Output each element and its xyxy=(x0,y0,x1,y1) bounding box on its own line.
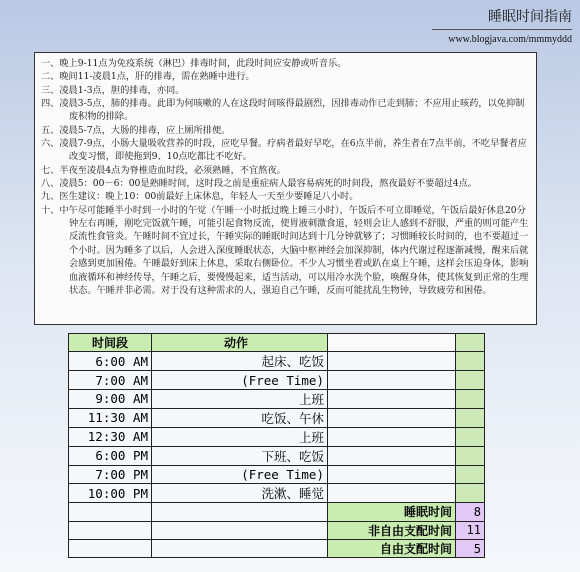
empty-cell[interactable] xyxy=(152,521,328,539)
table-row xyxy=(69,352,485,371)
time-cell[interactable]: 6:00 AM xyxy=(69,352,152,371)
summary-value[interactable]: 5 xyxy=(456,539,485,557)
empty-cell[interactable] xyxy=(328,389,456,408)
empty-cell[interactable] xyxy=(152,539,328,557)
note-item: 五、凌晨5-7点，大肠的排毒，应上厕所排便。 xyxy=(41,124,231,136)
page-title: 睡眠时间指南 xyxy=(432,6,572,30)
action-cell[interactable]: 起床、吃饭 xyxy=(152,352,328,371)
value-cell[interactable] xyxy=(456,389,485,408)
empty-cell[interactable] xyxy=(69,521,152,539)
summary-row xyxy=(69,539,485,557)
empty-cell[interactable] xyxy=(328,427,456,446)
time-cell[interactable]: 9:00 AM xyxy=(69,389,152,408)
value-cell[interactable] xyxy=(456,408,485,427)
time-cell[interactable]: 11:30 AM xyxy=(69,408,152,427)
value-cell[interactable] xyxy=(456,352,485,371)
time-cell[interactable]: 10:00 PM xyxy=(69,484,152,503)
note-item: 十、中午尽可能睡半小时到一小时的午觉（午睡一小时抵过晚上睡三小时），午饭后不可立即睡觉，午饭后最好休息20分钟左右再睡，刚吃完饭就午睡，可能引起食物反流，使胃液刺激食道，轻则会让人感到不舒服，严重的则可能产生反流性食管炎。午睡时间不宜过长，午睡实际的睡眠时间达到十几分钟就够了；习惯睡较长时间的，也不要超过一个小时。因为睡多了以后，人会进入深度睡眠状态，大脑中枢神经会加深抑制，体内代谢过程逐渐减慢，醒来后就会感到更加困倦。午睡最好到床上休息，采取右侧卧位。不少人习惯坐着或趴在桌上午睡，这样会压迫身体，影响血液循环和神经传导，午睡之后，要慢慢起来，适当活动，可以用冷水洗个脸，唤醒身体，使其恢复到正常的生理状态。午睡并非必需。对于没有这种需求的人，强迫自己午睡，反而可能扰乱生物钟，导致疲劳和困倦。 xyxy=(41,204,529,296)
table-row xyxy=(69,427,485,446)
value-cell[interactable] xyxy=(456,484,485,503)
empty-cell[interactable] xyxy=(328,446,456,465)
action-cell[interactable]: 洗漱、睡觉 xyxy=(152,484,328,503)
summary-label[interactable]: 非自由支配时间 xyxy=(328,521,456,539)
time-cell[interactable]: 12:30 AM xyxy=(69,427,152,446)
empty-cell[interactable] xyxy=(328,352,456,371)
value-cell[interactable] xyxy=(456,371,485,389)
action-cell[interactable]: (Free Time) xyxy=(152,465,328,483)
empty-cell[interactable] xyxy=(328,408,456,427)
time-cell[interactable]: 6:00 PM xyxy=(69,446,152,465)
note-item: 六、凌晨7-9点，小肠大量吸收营养的时段，应吃早餐。疗病者最好早吃，在6点半前，养生者在7点半前，不吃早餐者应改变习惯，即使拖到9、10点吃都比不吃好。 xyxy=(41,138,527,163)
summary-label[interactable]: 睡眠时间 xyxy=(328,503,456,521)
header-time[interactable]: 时间段 xyxy=(69,334,152,352)
header-empty-cell[interactable] xyxy=(328,334,456,352)
note-item: 九、医生建议：晚上10：00前最好上床休息，年轻人一天至少要睡足八小时。 xyxy=(41,191,359,203)
table-row xyxy=(69,446,485,465)
action-cell[interactable]: 吃饭、午休 xyxy=(152,408,328,427)
header-action[interactable]: 动作 xyxy=(152,334,328,352)
note-item: 八、凌晨5：00－6：00是熟睡时间，这时段之前是重症病人最容易病死的时间段，熬夜最好不要超过4点。 xyxy=(41,178,477,190)
table-header-row xyxy=(69,334,485,352)
sleep-notes-box xyxy=(34,52,537,325)
time-cell[interactable]: 7:00 AM xyxy=(69,371,152,389)
summary-row xyxy=(69,503,485,521)
title-block xyxy=(432,6,572,45)
blog-url: www.blogjava.com/mmmyddd xyxy=(448,34,572,45)
note-item: 一、晚上9-11点为免疫系统（淋巴）排毒时间，此段时间应安静或听音乐。 xyxy=(41,58,347,69)
table-row xyxy=(69,465,485,483)
summary-value[interactable]: 8 xyxy=(456,503,485,521)
empty-cell[interactable] xyxy=(69,503,152,521)
note-item: 三、凌晨1-3点，胆的排毒，亦同。 xyxy=(41,84,185,96)
action-cell[interactable]: (Free Time) xyxy=(152,371,328,389)
note-item: 四、凌晨3-5点，肺的排毒。此即为何咳嗽的人在这段时间咳得最剧烈，因排毒动作已走到肺；不应用止咳药，以免抑制废积物的排除。 xyxy=(41,98,525,123)
action-cell[interactable]: 上班 xyxy=(152,389,328,408)
note-item: 二、晚间11-凌晨1点，肝的排毒，需在熟睡中进行。 xyxy=(41,71,255,83)
empty-cell[interactable] xyxy=(328,371,456,389)
action-cell[interactable]: 上班 xyxy=(152,427,328,446)
table-row xyxy=(69,484,485,503)
table-row xyxy=(69,389,485,408)
header-value-cell[interactable] xyxy=(456,334,485,352)
schedule-table xyxy=(68,333,485,558)
empty-cell[interactable] xyxy=(69,539,152,557)
table-row xyxy=(69,408,485,427)
time-cell[interactable]: 7:00 PM xyxy=(69,465,152,483)
value-cell[interactable] xyxy=(456,427,485,446)
value-cell[interactable] xyxy=(456,446,485,465)
empty-cell[interactable] xyxy=(328,465,456,483)
table-row xyxy=(69,371,485,389)
empty-cell[interactable] xyxy=(328,484,456,503)
summary-row xyxy=(69,521,485,539)
empty-cell[interactable] xyxy=(152,503,328,521)
summary-value[interactable]: 11 xyxy=(456,521,485,539)
summary-label[interactable]: 自由支配时间 xyxy=(328,539,456,557)
action-cell[interactable]: 下班、吃饭 xyxy=(152,446,328,465)
note-item: 七、半夜至凌晨4点为脊椎造血时段，必须熟睡，不宜熬夜。 xyxy=(41,164,286,176)
value-cell[interactable] xyxy=(456,465,485,483)
